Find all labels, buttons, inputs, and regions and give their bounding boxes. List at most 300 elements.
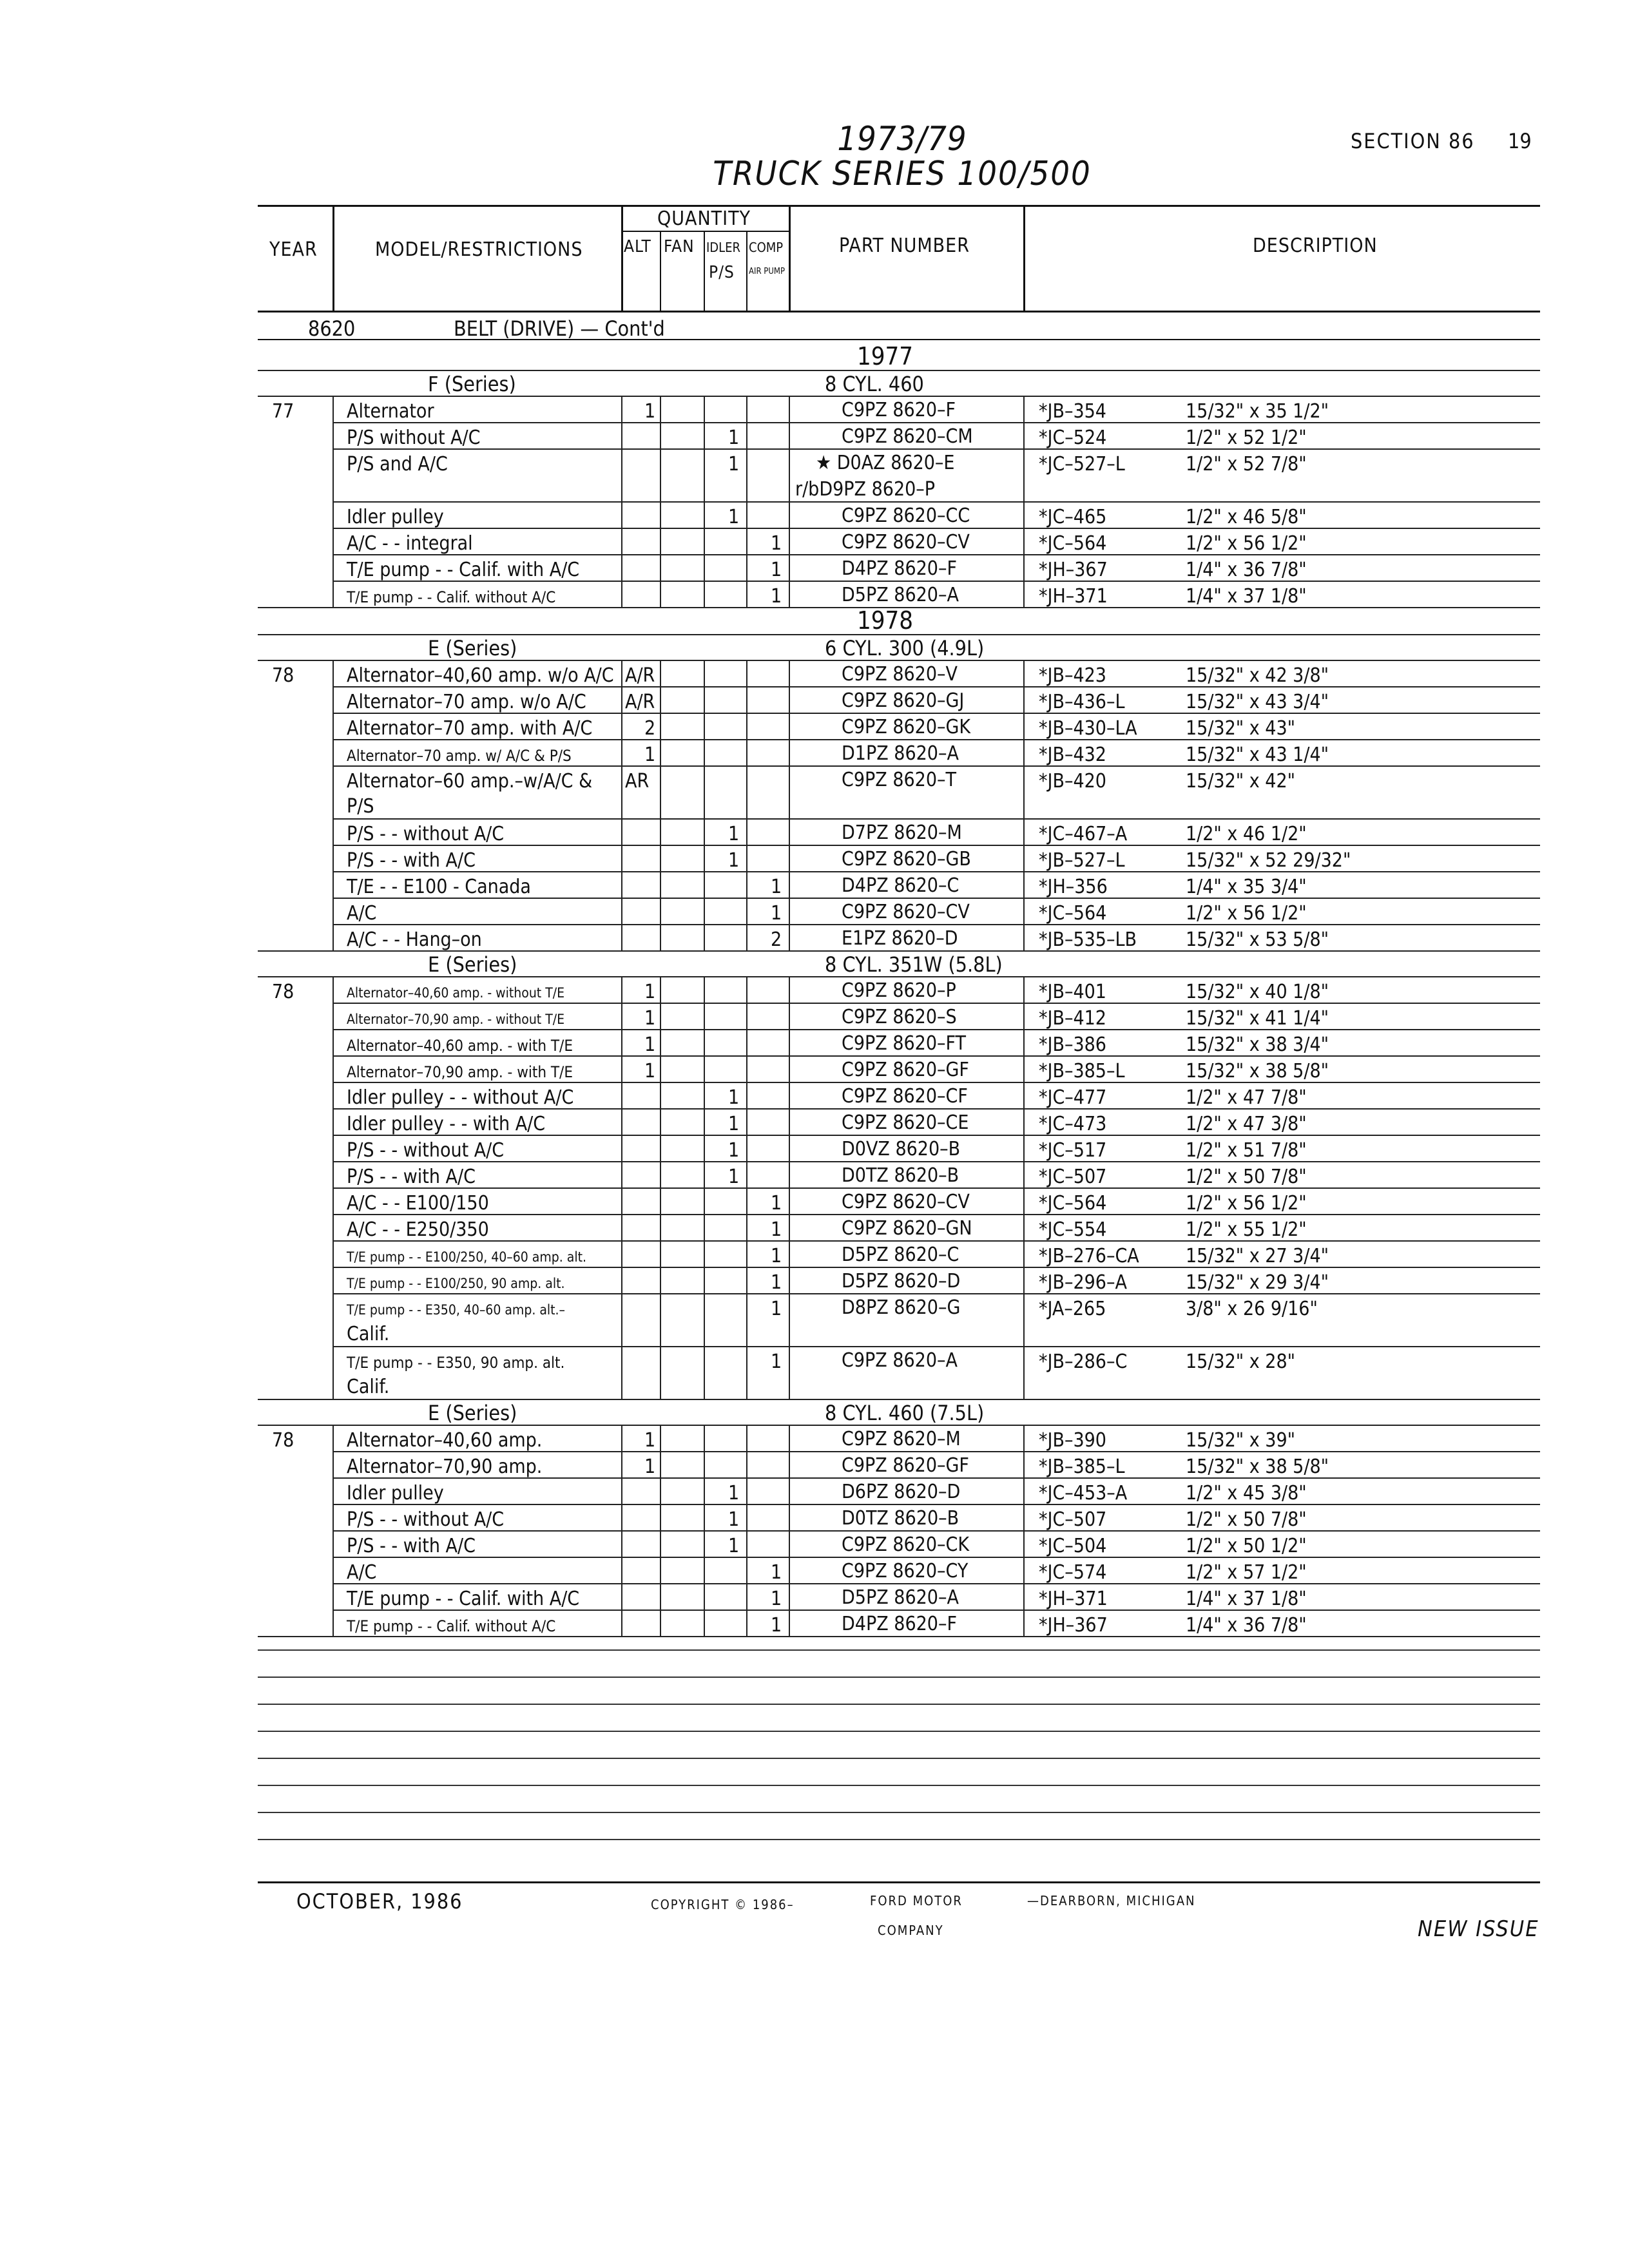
qty-div-1 xyxy=(660,231,661,311)
column-divider xyxy=(333,660,334,950)
description: 15/32" x 39" xyxy=(1186,1429,1296,1452)
model-restriction-cont: Calif. xyxy=(347,1323,390,1345)
engine-label: 8 CYL. 351W (5.8L) xyxy=(825,952,1003,977)
blank-rule xyxy=(258,1677,1540,1678)
qty-alt: 1 xyxy=(644,1033,656,1056)
model-restriction: T/E pump - - E100/250, 40–60 amp. alt. xyxy=(347,1249,586,1265)
column-divider xyxy=(621,1425,622,1636)
row-rule xyxy=(333,1240,1540,1242)
series-label: F (Series) xyxy=(428,372,516,396)
row-rule xyxy=(333,765,1540,767)
qty-comp-air: 2 xyxy=(771,928,782,951)
column-divider xyxy=(333,1425,334,1636)
row-rule xyxy=(333,1267,1540,1268)
description: 15/32" x 43 3/4" xyxy=(1186,691,1329,713)
qty-idler-ps: 1 xyxy=(728,1482,740,1504)
engineering-code: *JC–564 xyxy=(1039,532,1107,555)
description: 3/8" x 26 9/16" xyxy=(1186,1298,1318,1320)
series-rule xyxy=(258,1425,1540,1426)
description: 15/32" x 41 1/4" xyxy=(1186,1007,1329,1030)
model-restriction: Alternator–40,60 amp. xyxy=(347,1429,543,1452)
qty-idler-ps: 1 xyxy=(728,1166,740,1188)
model-restriction: Alternator–40,60 amp. - with T/E xyxy=(347,1037,573,1055)
description: 1/2" x 52 7/8" xyxy=(1186,453,1307,476)
row-rule xyxy=(333,1055,1540,1057)
qty-idler-ps: 1 xyxy=(728,427,740,449)
qty-alt: A/R xyxy=(625,691,655,713)
section-end-rule xyxy=(258,1399,1540,1400)
description: 15/32" x 52 29/32" xyxy=(1186,849,1351,872)
col-divider-qty xyxy=(789,205,791,311)
description: 1/2" x 56 1/2" xyxy=(1186,902,1307,925)
column-divider xyxy=(660,1425,661,1636)
part-number: C9PZ 8620–CV xyxy=(842,531,970,553)
part-number: C9PZ 8620–T xyxy=(842,769,956,791)
footer-company-2: COMPANY xyxy=(878,1923,944,1938)
blank-rule xyxy=(258,1839,1540,1840)
engineering-code: *JB–432 xyxy=(1039,744,1106,766)
qty-alt: A/R xyxy=(625,664,655,687)
engineering-code: *JC–574 xyxy=(1039,1561,1107,1584)
part-number: C9PZ 8620–F xyxy=(842,399,956,421)
qty-alt: 1 xyxy=(644,1007,656,1030)
description: 15/32" x 42 3/8" xyxy=(1186,664,1329,687)
description: 1/4" x 37 1/8" xyxy=(1186,585,1307,608)
qty-alt: 1 xyxy=(644,1429,656,1452)
description: 1/2" x 51 7/8" xyxy=(1186,1139,1307,1162)
row-rule xyxy=(333,448,1540,450)
col-ps: P/S xyxy=(709,263,735,282)
group-rule xyxy=(258,339,1540,340)
engineering-code: *JC–524 xyxy=(1039,427,1107,449)
model-restriction: T/E pump - - Calif. without A/C xyxy=(347,1617,556,1635)
footer-company-1: FORD MOTOR xyxy=(870,1893,963,1908)
description: 15/32" x 38 5/8" xyxy=(1186,1060,1329,1082)
part-number: C9PZ 8620–CF xyxy=(842,1085,968,1108)
row-rule xyxy=(333,1082,1540,1083)
year-heading-rule xyxy=(258,634,1540,635)
description: 1/2" x 55 1/2" xyxy=(1186,1218,1307,1241)
column-divider xyxy=(789,660,790,950)
column-divider xyxy=(704,660,705,950)
blank-rule xyxy=(258,1812,1540,1813)
qty-alt: AR xyxy=(625,770,650,793)
model-restriction-cont: P/S xyxy=(347,795,374,818)
year-value: 78 xyxy=(272,1429,294,1452)
model-restriction: Alternator–70,90 amp. xyxy=(347,1456,543,1478)
part-number: ★ D0AZ 8620–E xyxy=(816,452,955,474)
year-value: 78 xyxy=(272,664,294,687)
section-label: SECTION 86 xyxy=(1351,129,1475,153)
engineering-code: *JB–286–C xyxy=(1039,1350,1128,1373)
model-restriction: Idler pulley - - with A/C xyxy=(347,1113,546,1135)
qty-alt: 2 xyxy=(644,717,656,740)
description: 1/4" x 35 3/4" xyxy=(1186,876,1307,898)
qty-comp-air: 1 xyxy=(771,1245,782,1267)
part-number: C9PZ 8620–A xyxy=(842,1349,958,1372)
model-restriction: Alternator–60 amp.–w/A/C & xyxy=(347,770,593,793)
description: 1/2" x 50 1/2" xyxy=(1186,1535,1307,1557)
column-divider xyxy=(660,976,661,1399)
qty-alt: 1 xyxy=(644,400,656,423)
row-rule xyxy=(333,1293,1540,1294)
model-restriction: Alternator xyxy=(347,400,434,423)
qty-comp-air: 1 xyxy=(771,1298,782,1320)
col-model: MODEL/RESTRICTIONS xyxy=(375,238,583,261)
engineering-code: *JC–465 xyxy=(1039,506,1107,528)
row-rule xyxy=(333,1161,1540,1162)
col-divider-model xyxy=(621,205,623,311)
engineering-code: *JB–423 xyxy=(1039,664,1106,687)
engine-label: 6 CYL. 300 (4.9L) xyxy=(825,636,985,660)
column-divider xyxy=(1023,396,1025,607)
group-name: BELT (DRIVE) — Cont'd xyxy=(454,316,665,341)
row-rule xyxy=(333,818,1540,820)
engineering-code: *JC–504 xyxy=(1039,1535,1107,1557)
model-restriction: T/E pump - - Calif. with A/C xyxy=(347,559,580,581)
model-restriction: Alternator–70,90 amp. - without T/E xyxy=(347,1012,565,1027)
description: 15/32" x 53 5/8" xyxy=(1186,928,1329,951)
part-number: C9PZ 8620–CV xyxy=(842,1191,970,1213)
description: 1/2" x 57 1/2" xyxy=(1186,1561,1307,1584)
model-restriction: A/C - - E250/350 xyxy=(347,1218,489,1241)
model-restriction: Alternator–40,60 amp. w/o A/C xyxy=(347,664,614,687)
qty-comp-air: 1 xyxy=(771,559,782,581)
model-restriction: A/C xyxy=(347,1561,377,1584)
row-rule xyxy=(333,1557,1540,1558)
engineering-code: *JA–265 xyxy=(1039,1298,1106,1320)
description: 15/32" x 35 1/2" xyxy=(1186,400,1329,423)
row-rule xyxy=(333,1346,1540,1347)
column-divider xyxy=(789,396,790,607)
engineering-code: *JC–554 xyxy=(1039,1218,1107,1241)
part-number: C9PZ 8620–GK xyxy=(842,716,971,738)
row-rule xyxy=(333,845,1540,846)
qty-comp-air: 1 xyxy=(771,1218,782,1241)
engineering-code: *JB–420 xyxy=(1039,770,1106,793)
section-end-rule xyxy=(258,1636,1540,1637)
qty-idler-ps: 1 xyxy=(728,1086,740,1109)
row-rule xyxy=(333,1135,1540,1136)
col-part-number: PART NUMBER xyxy=(839,235,970,257)
model-restriction: Alternator–70,90 amp. - with T/E xyxy=(347,1063,573,1081)
part-number: D7PZ 8620–M xyxy=(842,822,962,844)
part-number: C9PZ 8620–CM xyxy=(842,425,973,448)
model-restriction: P/S - - with A/C xyxy=(347,1166,476,1188)
column-divider xyxy=(333,976,334,1399)
part-number: C9PZ 8620–CV xyxy=(842,901,970,923)
model-restriction: Alternator–40,60 amp. - without T/E xyxy=(347,985,565,1001)
series-rule xyxy=(258,660,1540,661)
engineering-code: *JB–430–LA xyxy=(1039,717,1137,740)
blank-rule xyxy=(258,1649,1540,1651)
qty-div-2 xyxy=(704,231,705,311)
model-restriction: T/E pump - - E100/250, 90 amp. alt. xyxy=(347,1276,565,1291)
col-fan: FAN xyxy=(664,237,695,256)
model-restriction: P/S - - without A/C xyxy=(347,1139,505,1162)
column-divider xyxy=(704,396,705,607)
engineering-code: *JC–564 xyxy=(1039,1192,1107,1215)
qty-comp-air: 1 xyxy=(771,1614,782,1637)
part-number: D8PZ 8620–G xyxy=(842,1296,961,1319)
description: 15/32" x 43 1/4" xyxy=(1186,744,1329,766)
row-rule xyxy=(333,422,1540,423)
description: 1/2" x 50 7/8" xyxy=(1186,1508,1307,1531)
model-restriction: T/E pump - - E350, 90 amp. alt. xyxy=(347,1354,565,1372)
engineering-code: *JB–276–CA xyxy=(1039,1245,1139,1267)
qty-comp-air: 1 xyxy=(771,1561,782,1584)
row-rule xyxy=(333,1003,1540,1004)
engineering-code: *JC–527–L xyxy=(1039,453,1125,476)
column-divider xyxy=(704,976,705,1399)
footer-rule xyxy=(258,1881,1540,1883)
model-restriction: P/S and A/C xyxy=(347,453,448,476)
part-number: D5PZ 8620–A xyxy=(842,584,959,606)
qty-comp-air: 1 xyxy=(771,1350,782,1373)
row-rule xyxy=(333,1108,1540,1110)
row-rule xyxy=(333,898,1540,899)
part-number: C9PZ 8620–CK xyxy=(842,1533,970,1556)
engineering-code: *JB–401 xyxy=(1039,981,1106,1003)
part-number: C9PZ 8620–FT xyxy=(842,1032,966,1055)
part-number: D0TZ 8620–B xyxy=(842,1164,959,1187)
engineering-code: *JC–473 xyxy=(1039,1113,1107,1135)
model-restriction: Idler pulley xyxy=(347,1482,444,1504)
qty-idler-ps: 1 xyxy=(728,823,740,845)
qty-comp-air: 1 xyxy=(771,876,782,898)
description: 1/4" x 36 7/8" xyxy=(1186,1614,1307,1637)
engineering-code: *JC–517 xyxy=(1039,1139,1107,1162)
footer-location: —DEARBORN, MICHIGAN xyxy=(1027,1893,1196,1908)
column-divider xyxy=(746,396,747,607)
column-divider xyxy=(746,1425,747,1636)
col-description: DESCRIPTION xyxy=(1253,235,1378,257)
row-rule xyxy=(333,1214,1540,1215)
part-number: C9PZ 8620–GN xyxy=(842,1217,972,1240)
description: 15/32" x 38 5/8" xyxy=(1186,1456,1329,1478)
qty-idler-ps: 1 xyxy=(728,1139,740,1162)
model-restriction: T/E pump - - E350, 40–60 amp. alt.– xyxy=(347,1302,565,1318)
description: 15/32" x 40 1/8" xyxy=(1186,981,1329,1003)
col-quantity: QUANTITY xyxy=(657,207,751,230)
engineering-code: *JC–507 xyxy=(1039,1166,1107,1188)
part-number: E1PZ 8620–D xyxy=(842,927,958,950)
engineering-code: *JH–367 xyxy=(1039,1614,1108,1637)
column-divider xyxy=(1023,976,1025,1399)
engineering-code: *JH–356 xyxy=(1039,876,1108,898)
part-number: C9PZ 8620–CC xyxy=(842,505,970,527)
description: 15/32" x 28" xyxy=(1186,1350,1296,1373)
part-number: C9PZ 8620–S xyxy=(842,1006,957,1028)
model-restriction: P/S - - with A/C xyxy=(347,849,476,872)
series-rule xyxy=(258,976,1540,977)
model-restriction: Idler pulley - - without A/C xyxy=(347,1086,574,1109)
row-rule xyxy=(333,501,1540,503)
part-number: D0TZ 8620–B xyxy=(842,1507,959,1530)
part-number: D5PZ 8620–A xyxy=(842,1586,959,1609)
part-number: D4PZ 8620–C xyxy=(842,874,959,897)
engineering-code: *JC–467–A xyxy=(1039,823,1128,845)
footer-date: OCTOBER, 1986 xyxy=(296,1889,463,1914)
model-restriction: A/C xyxy=(347,902,377,925)
page-number: 19 xyxy=(1508,129,1532,153)
row-rule xyxy=(333,871,1540,872)
part-number-replaced-by: r/bD9PZ 8620–P xyxy=(795,478,936,501)
row-rule xyxy=(333,1477,1540,1479)
col-divider-part xyxy=(1023,205,1025,311)
part-number: C9PZ 8620–GF xyxy=(842,1059,969,1081)
description: 1/2" x 50 7/8" xyxy=(1186,1166,1307,1188)
row-rule xyxy=(333,1029,1540,1030)
model-restriction: P/S - - with A/C xyxy=(347,1535,476,1557)
description: 15/32" x 27 3/4" xyxy=(1186,1245,1329,1267)
part-number: D5PZ 8620–D xyxy=(842,1270,961,1293)
part-number: C9PZ 8620–CY xyxy=(842,1560,969,1582)
column-divider xyxy=(746,660,747,950)
qty-idler-ps: 1 xyxy=(728,453,740,476)
row-rule xyxy=(333,1610,1540,1611)
qty-idler-ps: 1 xyxy=(728,1508,740,1531)
header-top-rule xyxy=(258,205,1540,207)
column-divider xyxy=(746,976,747,1399)
qty-comp-air: 1 xyxy=(771,1271,782,1294)
engineering-code: *JH–371 xyxy=(1039,1588,1108,1610)
description: 1/2" x 56 1/2" xyxy=(1186,1192,1307,1215)
engineering-code: *JB–412 xyxy=(1039,1007,1106,1030)
series-rule xyxy=(258,396,1540,397)
part-number: D6PZ 8620–D xyxy=(842,1481,961,1503)
engineering-code: *JC–453–A xyxy=(1039,1482,1128,1504)
engineering-code: *JB–385–L xyxy=(1039,1456,1125,1478)
description: 1/2" x 52 1/2" xyxy=(1186,427,1307,449)
model-restriction: A/C - - integral xyxy=(347,532,473,555)
engineering-code: *JB–386 xyxy=(1039,1033,1106,1056)
model-restriction-cont: Calif. xyxy=(347,1376,390,1398)
column-divider xyxy=(621,396,622,607)
engineering-code: *JB–296–A xyxy=(1039,1271,1127,1294)
column-divider xyxy=(1023,660,1025,950)
col-comp: COMP xyxy=(749,240,784,255)
col-air-pump: AIR PUMP xyxy=(749,267,786,276)
row-rule xyxy=(333,924,1540,925)
year-heading: 1977 xyxy=(857,342,913,370)
description: 15/32" x 43" xyxy=(1186,717,1296,740)
col-year: YEAR xyxy=(269,238,318,261)
engineering-code: *JB–527–L xyxy=(1039,849,1125,872)
row-rule xyxy=(333,1504,1540,1505)
description: 1/4" x 37 1/8" xyxy=(1186,1588,1307,1610)
engineering-code: *JH–367 xyxy=(1039,559,1108,581)
model-restriction: Alternator–70 amp. with A/C xyxy=(347,717,593,740)
engineering-code: *JB–535–LB xyxy=(1039,928,1137,951)
column-divider xyxy=(660,660,661,950)
qty-comp-air: 1 xyxy=(771,902,782,925)
part-number: C9PZ 8620–GF xyxy=(842,1454,969,1477)
series-label: E (Series) xyxy=(428,636,517,660)
row-rule xyxy=(333,528,1540,529)
qty-idler-ps: 1 xyxy=(728,1113,740,1135)
qty-sub-rule xyxy=(621,231,789,232)
qty-div-3 xyxy=(746,231,747,311)
blank-rule xyxy=(258,1758,1540,1759)
model-restriction: A/C - - E100/150 xyxy=(347,1192,489,1215)
row-rule xyxy=(333,581,1540,582)
part-number: D4PZ 8620–F xyxy=(842,557,957,580)
part-number: D5PZ 8620–C xyxy=(842,1244,959,1266)
model-restriction: P/S - - without A/C xyxy=(347,1508,505,1531)
model-restriction: Alternator–70 amp. w/ A/C & P/S xyxy=(347,747,572,765)
engine-label: 8 CYL. 460 (7.5L) xyxy=(825,1401,985,1425)
column-divider xyxy=(789,976,790,1399)
description: 1/2" x 45 3/8" xyxy=(1186,1482,1307,1504)
row-rule xyxy=(333,1187,1540,1189)
model-restriction: Idler pulley xyxy=(347,506,444,528)
column-divider xyxy=(789,1425,790,1636)
model-restriction: T/E - - E100 - Canada xyxy=(347,876,531,898)
section-end-rule xyxy=(258,950,1540,952)
row-rule xyxy=(333,1530,1540,1532)
description: 1/2" x 46 1/2" xyxy=(1186,823,1307,845)
engineering-code: *JC–477 xyxy=(1039,1086,1107,1109)
description: 1/2" x 56 1/2" xyxy=(1186,532,1307,555)
description: 15/32" x 38 3/4" xyxy=(1186,1033,1329,1056)
row-rule xyxy=(333,686,1540,687)
qty-alt: 1 xyxy=(644,1060,656,1082)
qty-idler-ps: 1 xyxy=(728,506,740,528)
qty-idler-ps: 1 xyxy=(728,1535,740,1557)
row-rule xyxy=(333,554,1540,555)
qty-alt: 1 xyxy=(644,1456,656,1478)
status-badge: NEW ISSUE xyxy=(1418,1916,1539,1942)
group-code: 8620 xyxy=(308,316,356,341)
engine-label: 8 CYL. 460 xyxy=(825,372,924,396)
column-divider xyxy=(704,1425,705,1636)
col-divider-year xyxy=(333,205,334,311)
column-divider xyxy=(1023,1425,1025,1636)
qty-comp-air: 1 xyxy=(771,1588,782,1610)
engineering-code: *JB–390 xyxy=(1039,1429,1106,1452)
year-value: 78 xyxy=(272,981,294,1003)
row-rule xyxy=(333,1451,1540,1452)
blank-rule xyxy=(258,1704,1540,1705)
title-series: TRUCK SERIES 100/500 xyxy=(713,155,1092,193)
engineering-code: *JH–371 xyxy=(1039,585,1108,608)
col-idler: IDLER xyxy=(706,240,741,255)
column-divider xyxy=(333,396,334,607)
model-restriction: P/S - - without A/C xyxy=(347,823,505,845)
row-rule xyxy=(333,1583,1540,1584)
title-years: 1973/79 xyxy=(837,120,967,159)
engineering-code: *JC–564 xyxy=(1039,902,1107,925)
description: 1/2" x 47 3/8" xyxy=(1186,1113,1307,1135)
qty-idler-ps: 1 xyxy=(728,849,740,872)
column-divider xyxy=(621,660,622,950)
part-number: D1PZ 8620–A xyxy=(842,742,959,765)
qty-comp-air: 1 xyxy=(771,1192,782,1215)
part-number: C9PZ 8620–V xyxy=(842,663,958,686)
col-alt: ALT xyxy=(624,237,651,256)
model-restriction: P/S without A/C xyxy=(347,427,481,449)
model-restriction: T/E pump - - Calif. without A/C xyxy=(347,588,556,606)
part-number: D4PZ 8620–F xyxy=(842,1613,957,1635)
header-bottom-rule xyxy=(258,311,1540,312)
qty-alt: 1 xyxy=(644,981,656,1003)
year-heading-rule xyxy=(258,370,1540,371)
model-restriction: Alternator–70 amp. w/o A/C xyxy=(347,691,586,713)
part-number: C9PZ 8620–CE xyxy=(842,1111,969,1134)
engineering-code: *JC–507 xyxy=(1039,1508,1107,1531)
year-heading: 1978 xyxy=(857,606,913,635)
